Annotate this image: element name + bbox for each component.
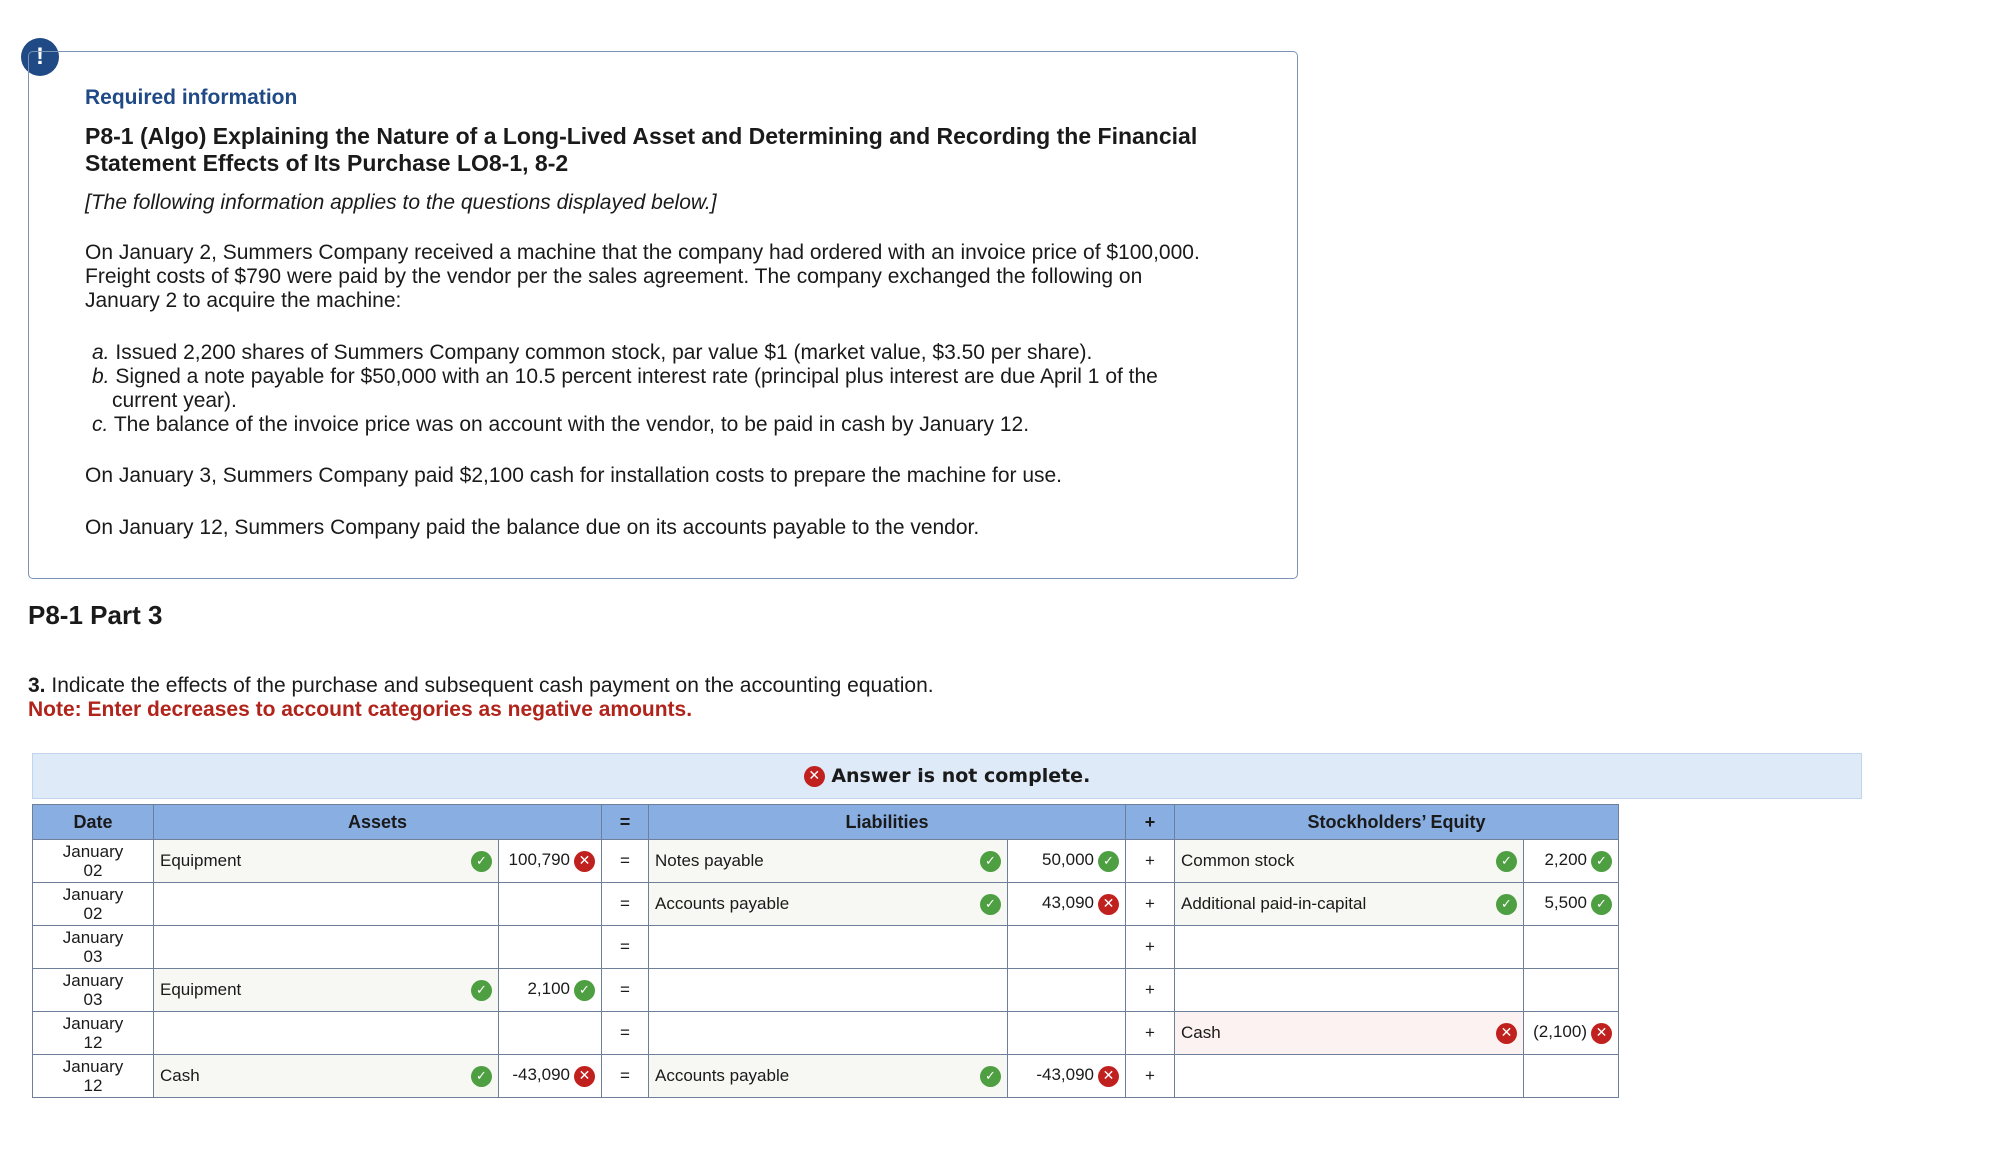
accounting-equation-table xyxy=(32,804,1619,1098)
liability-amount-input[interactable] xyxy=(1008,1055,1126,1098)
equity-account-select[interactable] xyxy=(1175,969,1524,1012)
x-icon: ✕ xyxy=(1496,1023,1517,1044)
equity-account-value: Common stock xyxy=(1181,850,1295,870)
header-liabilities: Liabilities xyxy=(649,805,1126,840)
date-day: 03 xyxy=(83,990,103,1009)
asset-account-value: Cash xyxy=(160,1065,200,1085)
date-cell xyxy=(33,883,154,926)
equals-sign: = xyxy=(602,1012,649,1055)
paragraph-1: On January 2, Summers Company received a machine that the company had ordered with an invoice price of $100,000. xyxy=(85,241,1200,264)
plus-sign: + xyxy=(1126,1012,1175,1055)
asset-amount-value: 2,100 xyxy=(527,979,570,999)
check-icon: ✓ xyxy=(980,1066,1001,1087)
check-icon: ✓ xyxy=(1591,894,1612,915)
equity-account-select[interactable] xyxy=(1175,1055,1524,1098)
asset-amount-input[interactable] xyxy=(499,926,602,969)
check-icon: ✓ xyxy=(471,1066,492,1087)
asset-amount-input[interactable] xyxy=(499,969,602,1012)
date-day: 02 xyxy=(83,861,103,880)
equals-sign: = xyxy=(602,969,649,1012)
table-row xyxy=(33,969,1619,1012)
check-icon: ✓ xyxy=(574,980,595,1001)
answer-status-text: Answer is not complete. xyxy=(831,765,1091,787)
asset-amount-value: 100,790 xyxy=(508,850,570,870)
check-icon: ✓ xyxy=(1496,851,1517,872)
equity-account-select[interactable] xyxy=(1175,840,1524,883)
liability-account-select[interactable] xyxy=(649,969,1008,1012)
asset-account-select[interactable] xyxy=(154,840,499,883)
liability-account-select[interactable] xyxy=(649,926,1008,969)
equity-amount-input[interactable] xyxy=(1524,1055,1619,1098)
x-icon: ✕ xyxy=(574,851,595,872)
equity-account-select[interactable] xyxy=(1175,883,1524,926)
table-row xyxy=(33,1055,1619,1098)
asset-account-select[interactable] xyxy=(154,926,499,969)
asset-amount-value: -43,090 xyxy=(512,1065,570,1085)
equity-account-value: Additional paid-in-capital xyxy=(1181,893,1367,913)
header-date: Date xyxy=(33,805,154,840)
item-a: a. Issued 2,200 shares of Summers Company common stock, par value $1 (market value, $3.50 per share). xyxy=(92,341,1093,364)
equals-sign: = xyxy=(602,926,649,969)
equity-amount-input[interactable] xyxy=(1524,840,1619,883)
liability-amount-value: -43,090 xyxy=(1036,1065,1094,1085)
asset-amount-input[interactable] xyxy=(499,1055,602,1098)
asset-account-select[interactable] xyxy=(154,1012,499,1055)
question-number: 3. xyxy=(28,674,46,697)
item-c: c. The balance of the invoice price was on account with the vendor, to be paid in cash by January 12. xyxy=(92,413,1030,436)
plus-sign: + xyxy=(1126,883,1175,926)
liability-amount-value: 43,090 xyxy=(1042,893,1094,913)
liability-account-select[interactable] xyxy=(649,840,1008,883)
required-information-heading: Required information xyxy=(85,86,298,109)
part-title: P8-1 Part 3 xyxy=(28,600,163,630)
date-day: 12 xyxy=(83,1033,103,1052)
date-month: January xyxy=(62,1057,124,1076)
x-icon: ✕ xyxy=(804,766,825,787)
equity-amount-input[interactable] xyxy=(1524,1012,1619,1055)
date-month: January xyxy=(62,842,124,861)
liability-account-value: Accounts payable xyxy=(655,1065,790,1085)
equity-account-value: Cash xyxy=(1181,1022,1221,1042)
equity-account-select[interactable] xyxy=(1175,926,1524,969)
check-icon: ✓ xyxy=(980,851,1001,872)
problem-title: P8-1 (Algo) Explaining the Nature of a Long-Lived Asset and Determining and Recording the Financial xyxy=(85,123,1198,149)
item-b: b. Signed a note payable for $50,000 with an 10.5 percent interest rate (principal plus interest are due April 1 of the xyxy=(92,365,1158,388)
plus-sign: + xyxy=(1126,1055,1175,1098)
equity-account-select[interactable] xyxy=(1175,1012,1524,1055)
equals-sign: = xyxy=(602,883,649,926)
date-day: 02 xyxy=(83,904,103,923)
paragraph-1-line2: Freight costs of $790 were paid by the vendor per the sales agreement. The company exchanged the following on xyxy=(85,265,1143,288)
paragraph-2: On January 3, Summers Company paid $2,100 cash for installation costs to prepare the machine for use. xyxy=(85,464,1063,487)
date-cell xyxy=(33,969,154,1012)
date-cell xyxy=(33,1012,154,1055)
asset-account-select[interactable] xyxy=(154,1055,499,1098)
asset-account-value: Equipment xyxy=(160,850,242,870)
date-cell xyxy=(33,926,154,969)
liability-account-select[interactable] xyxy=(649,1055,1008,1098)
date-month: January xyxy=(62,1014,124,1033)
date-cell xyxy=(33,1055,154,1098)
equity-amount-value: 2,200 xyxy=(1544,850,1587,870)
asset-account-select[interactable] xyxy=(154,969,499,1012)
liability-amount-input[interactable] xyxy=(1008,1012,1126,1055)
header-stockholders-equity: Stockholders’ Equity xyxy=(1175,805,1619,840)
asset-account-select[interactable] xyxy=(154,883,499,926)
table-header-row xyxy=(33,805,1619,840)
paragraph-3: On January 12, Summers Company paid the balance due on its accounts payable to the vendor. xyxy=(85,516,980,539)
date-month: January xyxy=(62,885,124,904)
applies-note: [The following information applies to the questions displayed below.] xyxy=(85,191,717,214)
date-day: 12 xyxy=(83,1076,103,1095)
liability-amount-input[interactable] xyxy=(1008,969,1126,1012)
table-row xyxy=(33,883,1619,926)
equity-amount-input[interactable] xyxy=(1524,969,1619,1012)
equity-amount-input[interactable] xyxy=(1524,883,1619,926)
paragraph-1-line3: January 2 to acquire the machine: xyxy=(85,289,402,312)
check-icon: ✓ xyxy=(980,894,1001,915)
check-icon: ✓ xyxy=(1496,894,1517,915)
x-icon: ✕ xyxy=(1591,1023,1612,1044)
check-icon: ✓ xyxy=(1098,851,1119,872)
asset-account-value: Equipment xyxy=(160,979,242,999)
check-icon: ✓ xyxy=(471,980,492,1001)
equals-sign: = xyxy=(602,840,649,883)
liability-amount-input[interactable] xyxy=(1008,883,1126,926)
equals-sign: = xyxy=(602,1055,649,1098)
asset-amount-input[interactable] xyxy=(499,840,602,883)
plus-sign: + xyxy=(1126,926,1175,969)
item-a-text: Issued 2,200 shares of Summers Company common stock, par value $1 (market value, $3.50 per share). xyxy=(115,341,1093,364)
liability-account-select[interactable] xyxy=(649,1012,1008,1055)
date-month: January xyxy=(62,928,124,947)
liability-amount-input[interactable] xyxy=(1008,926,1126,969)
liability-amount-value: 50,000 xyxy=(1042,850,1094,870)
table-row xyxy=(33,840,1619,883)
liability-account-value: Notes payable xyxy=(655,850,764,870)
table-row xyxy=(33,926,1619,969)
problem-title-line2: Statement Effects of Its Purchase LO8-1, 8-2 xyxy=(85,150,569,176)
date-day: 03 xyxy=(83,947,103,966)
liability-amount-input[interactable] xyxy=(1008,840,1126,883)
check-icon: ✓ xyxy=(471,851,492,872)
asset-amount-input[interactable] xyxy=(499,883,602,926)
check-icon: ✓ xyxy=(1591,851,1612,872)
asset-amount-input[interactable] xyxy=(499,1012,602,1055)
liability-account-value: Accounts payable xyxy=(655,893,790,913)
x-icon: ✕ xyxy=(1098,894,1119,915)
plus-sign: + xyxy=(1126,840,1175,883)
equity-amount-value: 5,500 xyxy=(1544,893,1587,913)
header-assets: Assets xyxy=(154,805,602,840)
date-month: January xyxy=(62,971,124,990)
x-icon: ✕ xyxy=(1098,1066,1119,1087)
equity-amount-input[interactable] xyxy=(1524,926,1619,969)
equity-amount-value: (2,100) xyxy=(1533,1022,1587,1042)
date-cell xyxy=(33,840,154,883)
answer-status-banner xyxy=(32,753,1862,799)
table-row xyxy=(33,1012,1619,1055)
liability-account-select[interactable] xyxy=(649,883,1008,926)
question-text: Indicate the effects of the purchase and subsequent cash payment on the accounting equation. xyxy=(51,674,934,697)
item-b-text: Signed a note payable for $50,000 with an 10.5 percent interest rate (principal plus interest are due April 1 of the xyxy=(115,365,1158,388)
exclamation-icon: ! xyxy=(21,38,59,76)
header-plus: + xyxy=(1126,805,1175,840)
question xyxy=(28,674,934,698)
item-b-line2: current year). xyxy=(112,389,237,412)
x-icon: ✕ xyxy=(574,1066,595,1087)
plus-sign: + xyxy=(1126,969,1175,1012)
header-equals: = xyxy=(602,805,649,840)
item-c-text: The balance of the invoice price was on account with the vendor, to be paid in cash by January 12. xyxy=(113,413,1030,436)
note: Note: Enter decreases to account categories as negative amounts. xyxy=(28,698,693,721)
